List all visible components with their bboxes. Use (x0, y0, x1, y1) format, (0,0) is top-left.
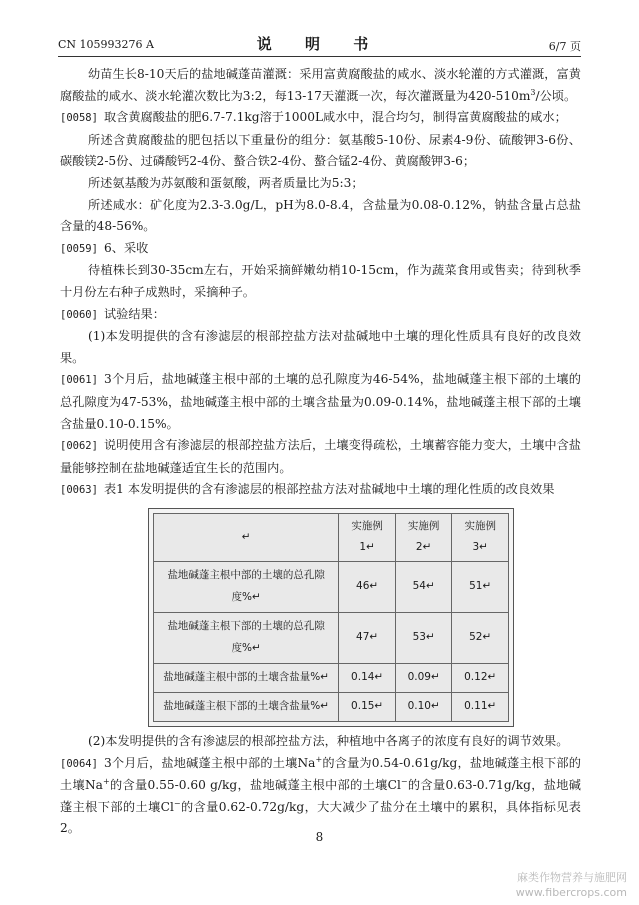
document-title: 说 明 书 (256, 35, 383, 53)
paragraph-fertilizer-components: 所述含黄腐酸盐的肥包括以下重量份的组分：氨基酸5-10份、尿素4-9份、硫酸钾3-6份、碳酸镁2-5份、过磷酸钙2-4份、螯合铁2-4份、螯合锰2-4份、黄腐酸钾3-6； (60, 132, 581, 169)
paragraph-number: [0061] (60, 374, 98, 387)
column-header: 实施例 1↵ (339, 513, 396, 561)
paragraph-seedling-irrigation (60, 64, 581, 107)
paragraph-saline-water: 所述咸水：矿化度为2.3-3.0g/L，pH为8.0-8.4，含盐量为0.08-0.12%，钠盐含量占总盐含量的48-56%。 (60, 197, 581, 234)
table-row (154, 562, 509, 613)
paragraph-text: /公顷。 (535, 88, 577, 103)
paragraph-text: 6、采收 (104, 240, 149, 255)
paragraph-0060 (60, 304, 581, 327)
paragraph-text: 3个月后，盐地碱蓬主根中部的土壤Na (104, 755, 316, 770)
page-header (58, 34, 581, 57)
watermark-title: 麻类作物营养与施肥网 (517, 871, 627, 884)
paragraph-text: 幼苗生长8-10天后的盐地碱蓬苗灌溉：采用富黄腐酸盐的咸水、淡水轮灌的方式灌溉，富黄腐酸盐的咸水、淡水轮灌次数比为3:2，每13-17天灌溉一次，每次灌溉量为420-510m (60, 67, 581, 103)
superscript: + (315, 754, 323, 764)
table-header-row (154, 513, 509, 561)
paragraph-text: 的含量0.55-0.60 g/kg，盐地碱蓬主根中部的土壤Cl (109, 778, 401, 793)
paragraph-0063 (60, 479, 581, 502)
paragraph-result-2: (2)本发明提供的含有渗滤层的根部控盐方法，种植地中各离子的浓度有良好的调节效果。 (88, 734, 569, 749)
paragraph-0059 (60, 238, 581, 261)
paragraph-number: [0064] (60, 757, 98, 770)
results-table (153, 513, 509, 722)
paragraph-text: 试验结果： (104, 306, 165, 321)
paragraph-0062 (60, 435, 581, 479)
table-cell: 51↵ (452, 562, 509, 613)
publication-number: CN 105993276 A (58, 38, 154, 51)
paragraph-text: 3个月后，盐地碱蓬主根中部的土壤的总孔隙度为46-54%，盐地碱蓬主根下部的土壤的总孔隙度为47-53%，盐地碱蓬主根中部的土壤含盐量为0.09-0.14%，盐地碱蓬主根下部的土壤含盐量0.10-0.15%。 (60, 372, 581, 431)
page-fraction: 6/7 页 (548, 40, 581, 53)
table-cell: 0.09↵ (395, 664, 452, 693)
paragraph-0064 (60, 753, 581, 840)
document-body (60, 64, 581, 840)
watermark-url: www.fibercrops.com (515, 886, 627, 899)
table-cell: 0.12↵ (452, 664, 509, 693)
site-watermark (516, 870, 627, 900)
table-row (154, 613, 509, 664)
paragraph-number: [0060] (60, 308, 98, 321)
paragraph-harvest: 待植株长到30-35cm左右，开始采摘鲜嫩幼梢10-15cm，作为蔬菜食用或售卖；待到秋季十月份左右种子成熟时，采摘种子。 (60, 263, 581, 299)
superscript: + (102, 777, 110, 787)
table-cell: 53↵ (395, 613, 452, 664)
table-cell: 47↵ (339, 613, 396, 664)
paragraph-text: 的含量0.63-0.71g/kg，盐地碱蓬主根下部的土壤Cl (60, 778, 581, 814)
table-row (154, 693, 509, 722)
paragraph-number: [0062] (60, 440, 98, 453)
row-label: 盐地碱蓬主根中部的土壤含盐量%↵ (154, 664, 339, 693)
table-cell: 52↵ (452, 613, 509, 664)
table-corner-cell: ↵ (154, 513, 339, 561)
table-cell: 54↵ (395, 562, 452, 613)
column-header: 实施例 2↵ (395, 513, 452, 561)
paragraph-text: 的含量为0.54-0.61g/kg，盐地碱蓬主根下部的土壤Na (60, 755, 581, 793)
table-cell: 46↵ (339, 562, 396, 613)
row-label: 盐地碱蓬主根中部的土壤的总孔隙度%↵ (154, 562, 339, 613)
table-1 (148, 508, 514, 727)
paragraph-amino-acid: 所述氨基酸为苏氨酸和蛋氨酸，两者质量比为5:3； (88, 175, 364, 190)
table-cell: 0.10↵ (395, 693, 452, 722)
paragraph-result-1: (1)本发明提供的含有渗滤层的根部控盐方法对盐碱地中土壤的理化性质具有良好的改良效果。 (60, 329, 581, 365)
superscript: − (400, 777, 408, 787)
row-label: 盐地碱蓬主根下部的土壤含盐量%↵ (154, 693, 339, 722)
page-number: 8 (315, 830, 324, 844)
superscript: − (173, 798, 181, 808)
paragraph-number: [0063] (60, 484, 98, 497)
superscript: 3 (530, 87, 536, 97)
paragraph-text: 说明使用含有渗滤层的根部控盐方法后，土壤变得疏松，土壤蓄容能力变大，土壤中含盐量能够控制在盐地碱蓬适宜生长的范围内。 (60, 438, 581, 475)
table-cell: 0.14↵ (339, 664, 396, 693)
paragraph-0061 (60, 369, 581, 435)
paragraph-number: [0058] (60, 112, 98, 125)
paragraph-text: 的含量0.62-0.72g/kg，大大减少了盐分在土壤中的累积，具体指标见表2。 (60, 799, 581, 836)
paragraph-0058 (60, 107, 581, 130)
paragraph-number: [0059] (60, 242, 98, 255)
table-row (154, 664, 509, 693)
table-caption: 表1 本发明提供的含有渗滤层的根部控盐方法对盐碱地中土壤的理化性质的改良效果 (104, 482, 555, 497)
paragraph-text: 取含黄腐酸盐的肥6.7-7.1kg溶于1000L咸水中，混合均匀，制得富黄腐酸盐的咸水； (104, 110, 567, 125)
table-cell: 0.11↵ (452, 693, 509, 722)
table-cell: 0.15↵ (339, 693, 396, 722)
column-header: 实施例 3↵ (452, 513, 509, 561)
row-label: 盐地碱蓬主根下部的土壤的总孔隙度%↵ (154, 613, 339, 664)
